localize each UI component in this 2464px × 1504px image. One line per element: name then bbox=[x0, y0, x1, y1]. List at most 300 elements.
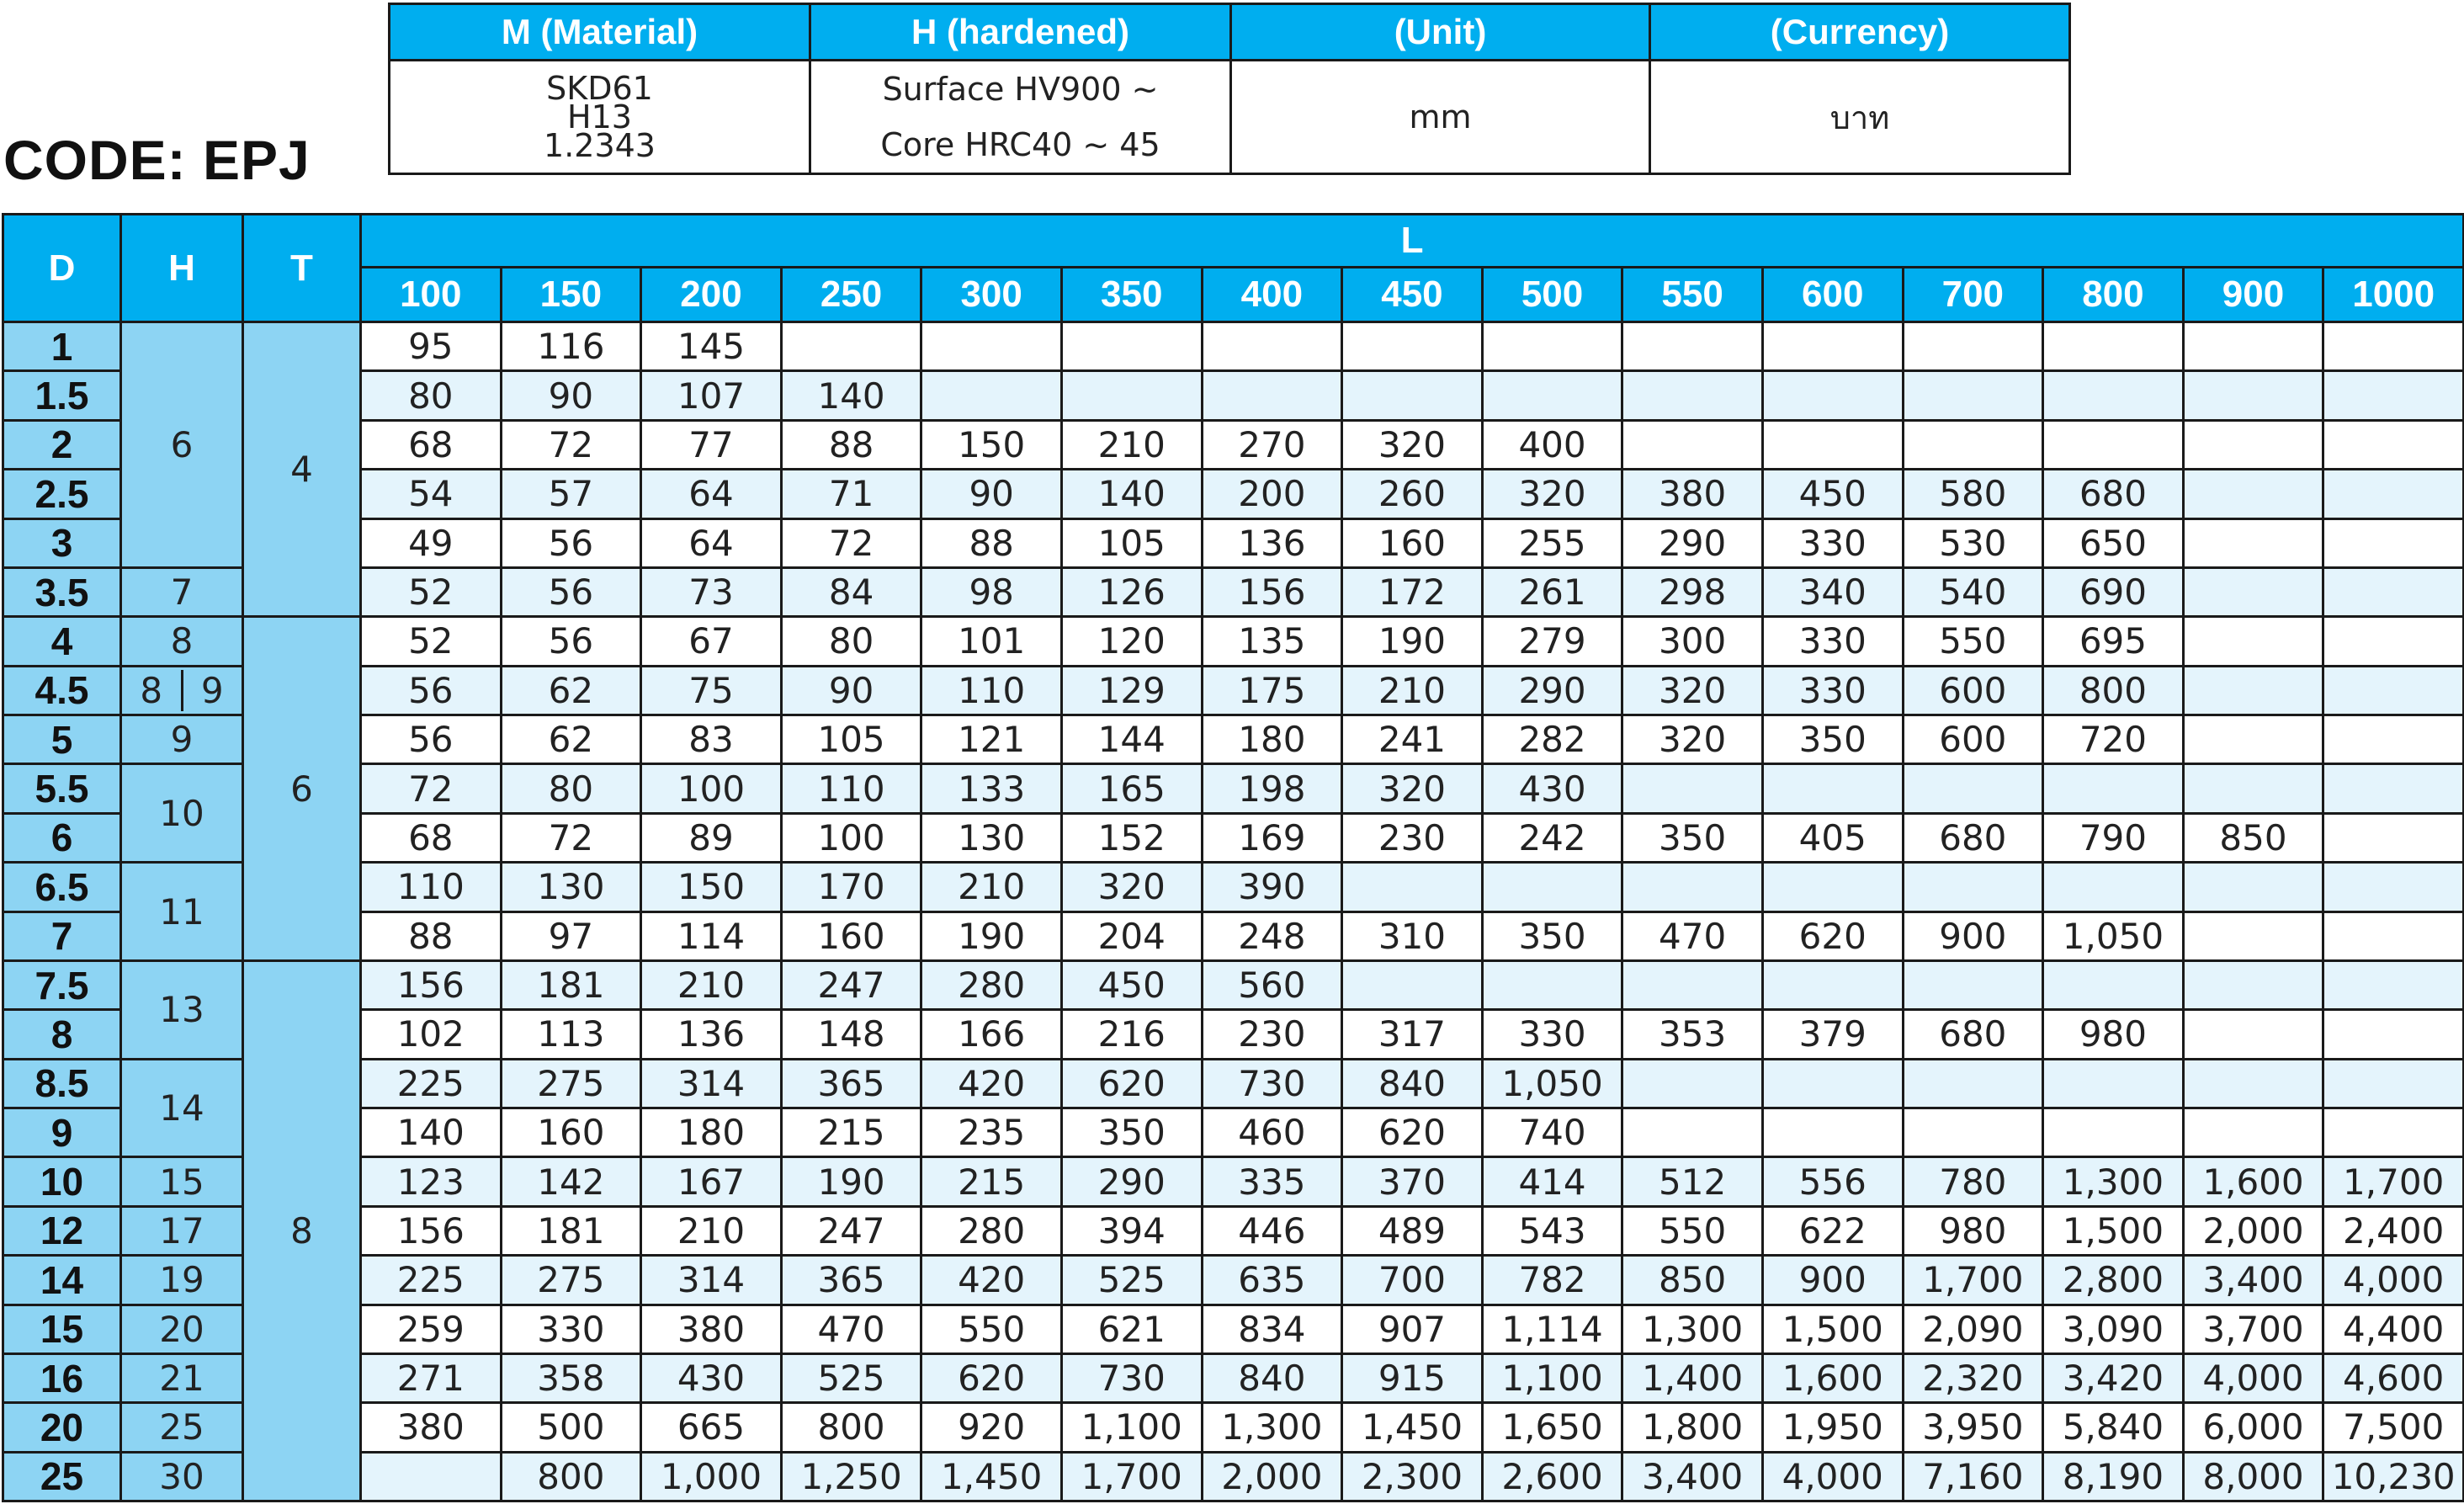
diameter-cell: 4 bbox=[3, 617, 121, 666]
price-cell bbox=[2183, 371, 2323, 420]
price-table bbox=[2, 213, 2464, 1502]
price-cell: 166 bbox=[921, 1010, 1062, 1059]
price-cell: 622 bbox=[1762, 1206, 1903, 1255]
price-cell: 420 bbox=[921, 1256, 1062, 1305]
price-cell: 80 bbox=[501, 764, 641, 813]
price-cell: 148 bbox=[781, 1010, 921, 1059]
price-cell bbox=[1482, 322, 1622, 371]
price-cell: 133 bbox=[921, 764, 1062, 813]
price-cell: 730 bbox=[1202, 1059, 1342, 1108]
price-cell: 1,700 bbox=[2323, 1157, 2464, 1206]
price-cell bbox=[1903, 322, 2043, 371]
price-cell: 840 bbox=[1342, 1059, 1483, 1108]
height-cell: 30 bbox=[121, 1452, 243, 1501]
price-cell: 394 bbox=[1061, 1206, 1202, 1255]
price-cell: 73 bbox=[641, 567, 782, 616]
price-cell bbox=[2183, 567, 2323, 616]
price-cell: 54 bbox=[361, 470, 502, 518]
spec-table bbox=[388, 3, 2071, 175]
diameter-cell: 20 bbox=[3, 1403, 121, 1452]
price-cell bbox=[2183, 666, 2323, 715]
price-cell: 330 bbox=[1762, 617, 1903, 666]
column-header-h: H bbox=[121, 215, 243, 322]
price-cell bbox=[2323, 567, 2464, 616]
price-cell: 1,600 bbox=[1762, 1353, 1903, 1402]
length-header-cell: 450 bbox=[1342, 268, 1483, 322]
price-row bbox=[3, 617, 2464, 666]
price-cell: 907 bbox=[1342, 1305, 1483, 1353]
price-cell: 1,600 bbox=[2183, 1157, 2323, 1206]
height-cell: 14 bbox=[121, 1059, 243, 1157]
price-cell: 95 bbox=[361, 322, 502, 371]
price-cell: 5,840 bbox=[2043, 1403, 2184, 1452]
price-cell: 1,800 bbox=[1622, 1403, 1763, 1452]
price-cell: 800 bbox=[501, 1452, 641, 1501]
price-cell: 172 bbox=[1342, 567, 1483, 616]
price-cell bbox=[1482, 371, 1622, 420]
price-cell: 365 bbox=[781, 1059, 921, 1108]
price-cell bbox=[2183, 1108, 2323, 1157]
price-row bbox=[3, 1206, 2464, 1255]
price-cell: 680 bbox=[2043, 470, 2184, 518]
price-cell: 210 bbox=[641, 960, 782, 1009]
material-line: SKD61 bbox=[546, 70, 653, 107]
price-cell: 279 bbox=[1482, 617, 1622, 666]
price-cell: 230 bbox=[1202, 1010, 1342, 1059]
price-cell: 4,000 bbox=[1762, 1452, 1903, 1501]
price-cell: 275 bbox=[501, 1059, 641, 1108]
price-cell: 156 bbox=[361, 960, 502, 1009]
price-cell: 380 bbox=[361, 1403, 502, 1452]
price-cell: 247 bbox=[781, 960, 921, 1009]
price-cell: 1,300 bbox=[1622, 1305, 1763, 1353]
diameter-cell: 6.5 bbox=[3, 863, 121, 911]
price-cell: 3,400 bbox=[1622, 1452, 1763, 1501]
price-cell: 136 bbox=[1202, 518, 1342, 567]
price-cell: 88 bbox=[361, 911, 502, 960]
thickness-cell: 6 bbox=[243, 617, 361, 961]
price-cell: 1,250 bbox=[781, 1452, 921, 1501]
price-cell: 430 bbox=[1482, 764, 1622, 813]
price-cell bbox=[2323, 617, 2464, 666]
price-cell: 120 bbox=[1061, 617, 1202, 666]
price-cell: 1,300 bbox=[2043, 1157, 2184, 1206]
price-cell bbox=[2043, 1108, 2184, 1157]
diameter-cell: 8 bbox=[3, 1010, 121, 1059]
price-cell bbox=[1202, 322, 1342, 371]
price-header-row bbox=[3, 215, 2464, 268]
price-cell bbox=[1622, 371, 1763, 420]
price-cell: 665 bbox=[641, 1403, 782, 1452]
price-cell: 1,114 bbox=[1482, 1305, 1622, 1353]
price-cell: 525 bbox=[781, 1353, 921, 1402]
price-cell: 600 bbox=[1903, 666, 2043, 715]
price-cell: 56 bbox=[361, 715, 502, 764]
price-cell: 330 bbox=[1762, 518, 1903, 567]
material-cell bbox=[390, 61, 810, 174]
price-cell bbox=[2183, 960, 2323, 1009]
diameter-cell: 8.5 bbox=[3, 1059, 121, 1108]
price-cell: 142 bbox=[501, 1157, 641, 1206]
price-cell: 121 bbox=[921, 715, 1062, 764]
price-cell: 790 bbox=[2043, 813, 2184, 862]
price-cell: 330 bbox=[1482, 1010, 1622, 1059]
length-header-cell: 800 bbox=[2043, 268, 2184, 322]
price-cell: 83 bbox=[641, 715, 782, 764]
price-cell: 543 bbox=[1482, 1206, 1622, 1255]
diameter-cell: 15 bbox=[3, 1305, 121, 1353]
price-cell: 400 bbox=[1482, 420, 1622, 469]
price-cell: 175 bbox=[1202, 666, 1342, 715]
price-cell: 1,300 bbox=[1202, 1403, 1342, 1452]
price-cell bbox=[2323, 1108, 2464, 1157]
price-cell: 298 bbox=[1622, 567, 1763, 616]
price-cell: 242 bbox=[1482, 813, 1622, 862]
diameter-cell: 7 bbox=[3, 911, 121, 960]
price-cell: 126 bbox=[1061, 567, 1202, 616]
price-cell: 215 bbox=[781, 1108, 921, 1157]
price-cell bbox=[1903, 960, 2043, 1009]
diameter-cell: 3.5 bbox=[3, 567, 121, 616]
height-cell: 20 bbox=[121, 1305, 243, 1353]
price-cell: 320 bbox=[1622, 715, 1763, 764]
height-cell-split bbox=[121, 666, 243, 715]
price-cell: 216 bbox=[1061, 1010, 1202, 1059]
price-cell bbox=[2323, 764, 2464, 813]
price-row bbox=[3, 1353, 2464, 1402]
price-cell: 2,800 bbox=[2043, 1256, 2184, 1305]
thickness-cell: 8 bbox=[243, 960, 361, 1501]
price-cell bbox=[2183, 1059, 2323, 1108]
price-cell bbox=[2183, 1010, 2323, 1059]
price-cell: 290 bbox=[1482, 666, 1622, 715]
price-cell: 1,050 bbox=[2043, 911, 2184, 960]
price-cell: 2,000 bbox=[1202, 1452, 1342, 1501]
price-cell: 101 bbox=[921, 617, 1062, 666]
price-cell: 405 bbox=[1762, 813, 1903, 862]
price-cell bbox=[2043, 371, 2184, 420]
product-code-label: CODE: EPJ bbox=[3, 129, 311, 191]
diameter-cell: 6 bbox=[3, 813, 121, 862]
price-row bbox=[3, 567, 2464, 616]
price-cell: 62 bbox=[501, 666, 641, 715]
price-cell: 160 bbox=[781, 911, 921, 960]
price-cell: 470 bbox=[1622, 911, 1763, 960]
price-cell bbox=[1342, 371, 1483, 420]
price-cell: 88 bbox=[921, 518, 1062, 567]
price-cell: 107 bbox=[641, 371, 782, 420]
price-cell: 740 bbox=[1482, 1108, 1622, 1157]
price-cell: 330 bbox=[1762, 666, 1903, 715]
price-cell: 310 bbox=[1342, 911, 1483, 960]
price-cell bbox=[1061, 322, 1202, 371]
price-cell: 280 bbox=[921, 1206, 1062, 1255]
price-cell: 8,190 bbox=[2043, 1452, 2184, 1501]
price-cell: 72 bbox=[501, 813, 641, 862]
price-cell: 782 bbox=[1482, 1256, 1622, 1305]
price-cell: 198 bbox=[1202, 764, 1342, 813]
price-row bbox=[3, 715, 2464, 764]
price-row bbox=[3, 863, 2464, 911]
price-cell bbox=[1762, 371, 1903, 420]
price-row bbox=[3, 1010, 2464, 1059]
price-cell bbox=[2323, 960, 2464, 1009]
price-cell bbox=[2323, 715, 2464, 764]
price-cell: 525 bbox=[1061, 1256, 1202, 1305]
price-cell: 980 bbox=[2043, 1010, 2184, 1059]
height-cell: 6 bbox=[121, 322, 243, 568]
price-cell bbox=[2043, 764, 2184, 813]
column-header-d: D bbox=[3, 215, 121, 322]
price-cell: 140 bbox=[1061, 470, 1202, 518]
price-cell: 512 bbox=[1622, 1157, 1763, 1206]
price-cell: 130 bbox=[921, 813, 1062, 862]
price-cell: 1,050 bbox=[1482, 1059, 1622, 1108]
price-cell: 2,600 bbox=[1482, 1452, 1622, 1501]
diameter-cell: 3 bbox=[3, 518, 121, 567]
price-cell: 129 bbox=[1061, 666, 1202, 715]
price-cell bbox=[1622, 420, 1763, 469]
height-cell: 10 bbox=[121, 764, 243, 863]
price-row bbox=[3, 960, 2464, 1009]
price-cell bbox=[2183, 911, 2323, 960]
price-cell bbox=[2323, 518, 2464, 567]
price-cell: 680 bbox=[1903, 1010, 2043, 1059]
price-cell: 320 bbox=[1622, 666, 1763, 715]
length-header-cell: 300 bbox=[921, 268, 1062, 322]
price-cell: 2,000 bbox=[2183, 1206, 2323, 1255]
price-cell: 2,090 bbox=[1903, 1305, 2043, 1353]
price-cell bbox=[1622, 1059, 1763, 1108]
price-cell: 64 bbox=[641, 518, 782, 567]
price-cell bbox=[1903, 1059, 2043, 1108]
price-cell: 190 bbox=[781, 1157, 921, 1206]
price-cell bbox=[1762, 1108, 1903, 1157]
price-cell bbox=[2183, 470, 2323, 518]
price-cell: 3,400 bbox=[2183, 1256, 2323, 1305]
price-cell: 695 bbox=[2043, 617, 2184, 666]
price-row bbox=[3, 371, 2464, 420]
price-cell: 270 bbox=[1202, 420, 1342, 469]
price-cell: 300 bbox=[1622, 617, 1763, 666]
price-cell: 7,160 bbox=[1903, 1452, 2043, 1501]
price-row bbox=[3, 1452, 2464, 1501]
price-row bbox=[3, 813, 2464, 862]
price-cell: 282 bbox=[1482, 715, 1622, 764]
price-cell: 90 bbox=[781, 666, 921, 715]
material-line: 1.2343 bbox=[544, 127, 656, 164]
spec-header-row bbox=[390, 4, 2070, 61]
price-row bbox=[3, 1305, 2464, 1353]
price-cell: 500 bbox=[501, 1403, 641, 1452]
price-cell: 215 bbox=[921, 1157, 1062, 1206]
price-cell: 110 bbox=[361, 863, 502, 911]
price-cell: 152 bbox=[1061, 813, 1202, 862]
price-cell: 620 bbox=[1061, 1059, 1202, 1108]
diameter-cell: 2.5 bbox=[3, 470, 121, 518]
price-cell: 235 bbox=[921, 1108, 1062, 1157]
height-split-value: 8 bbox=[140, 669, 163, 711]
price-cell: 380 bbox=[641, 1305, 782, 1353]
price-cell: 1,100 bbox=[1061, 1403, 1202, 1452]
price-cell: 650 bbox=[2043, 518, 2184, 567]
price-cell: 204 bbox=[1061, 911, 1202, 960]
price-cell: 230 bbox=[1342, 813, 1483, 862]
price-cell: 261 bbox=[1482, 567, 1622, 616]
price-row bbox=[3, 322, 2464, 371]
price-cell: 210 bbox=[1342, 666, 1483, 715]
height-cell: 17 bbox=[121, 1206, 243, 1255]
price-cell: 275 bbox=[501, 1256, 641, 1305]
price-cell: 850 bbox=[1622, 1256, 1763, 1305]
price-row bbox=[3, 1157, 2464, 1206]
height-cell: 7 bbox=[121, 567, 243, 616]
price-cell: 160 bbox=[1342, 518, 1483, 567]
price-cell: 556 bbox=[1762, 1157, 1903, 1206]
price-cell: 84 bbox=[781, 567, 921, 616]
price-cell bbox=[2183, 764, 2323, 813]
price-cell: 915 bbox=[1342, 1353, 1483, 1402]
price-cell: 470 bbox=[781, 1305, 921, 1353]
price-cell: 123 bbox=[361, 1157, 502, 1206]
price-cell: 72 bbox=[781, 518, 921, 567]
price-cell: 56 bbox=[361, 666, 502, 715]
price-cell: 1,500 bbox=[1762, 1305, 1903, 1353]
diameter-cell: 1 bbox=[3, 322, 121, 371]
price-row bbox=[3, 518, 2464, 567]
price-cell: 140 bbox=[361, 1108, 502, 1157]
price-row bbox=[3, 911, 2464, 960]
price-cell bbox=[1622, 863, 1763, 911]
price-cell: 68 bbox=[361, 813, 502, 862]
price-cell bbox=[2323, 911, 2464, 960]
price-cell bbox=[2043, 1059, 2184, 1108]
spec-value-row bbox=[390, 61, 2070, 174]
price-cell: 68 bbox=[361, 420, 502, 469]
price-cell: 700 bbox=[1342, 1256, 1483, 1305]
diameter-cell: 25 bbox=[3, 1452, 121, 1501]
price-cell: 900 bbox=[1903, 911, 2043, 960]
price-cell bbox=[2323, 863, 2464, 911]
price-cell: 370 bbox=[1342, 1157, 1483, 1206]
price-cell: 90 bbox=[921, 470, 1062, 518]
price-cell: 2,320 bbox=[1903, 1353, 2043, 1402]
price-cell: 330 bbox=[501, 1305, 641, 1353]
diameter-cell: 7.5 bbox=[3, 960, 121, 1009]
price-cell: 560 bbox=[1202, 960, 1342, 1009]
price-cell: 114 bbox=[641, 911, 782, 960]
price-cell: 77 bbox=[641, 420, 782, 469]
unit-cell: mm bbox=[1231, 61, 1650, 174]
price-cell: 241 bbox=[1342, 715, 1483, 764]
price-cell: 320 bbox=[1482, 470, 1622, 518]
price-cell: 62 bbox=[501, 715, 641, 764]
diameter-cell: 5.5 bbox=[3, 764, 121, 813]
price-cell bbox=[1762, 863, 1903, 911]
price-cell: 52 bbox=[361, 567, 502, 616]
price-cell: 8,000 bbox=[2183, 1452, 2323, 1501]
length-header-cell: 550 bbox=[1622, 268, 1763, 322]
price-cell: 353 bbox=[1622, 1010, 1763, 1059]
price-cell: 3,420 bbox=[2043, 1353, 2184, 1402]
length-header-cell: 200 bbox=[641, 268, 782, 322]
price-cell: 140 bbox=[781, 371, 921, 420]
price-cell: 102 bbox=[361, 1010, 502, 1059]
price-cell: 100 bbox=[641, 764, 782, 813]
price-cell: 280 bbox=[921, 960, 1062, 1009]
price-cell: 145 bbox=[641, 322, 782, 371]
height-cell: 13 bbox=[121, 960, 243, 1059]
price-cell bbox=[921, 322, 1062, 371]
price-cell: 2,400 bbox=[2323, 1206, 2464, 1255]
height-cell: 8 bbox=[121, 617, 243, 666]
price-cell bbox=[2183, 863, 2323, 911]
price-cell bbox=[2043, 863, 2184, 911]
price-cell: 550 bbox=[1622, 1206, 1763, 1255]
price-cell: 690 bbox=[2043, 567, 2184, 616]
price-cell: 4,600 bbox=[2323, 1353, 2464, 1402]
price-row bbox=[3, 1108, 2464, 1157]
height-cell: 25 bbox=[121, 1403, 243, 1452]
price-cell: 850 bbox=[2183, 813, 2323, 862]
price-cell: 1,700 bbox=[1061, 1452, 1202, 1501]
length-header-cell: 400 bbox=[1202, 268, 1342, 322]
price-cell: 920 bbox=[921, 1403, 1062, 1452]
price-cell: 840 bbox=[1202, 1353, 1342, 1402]
price-cell: 80 bbox=[781, 617, 921, 666]
price-cell: 317 bbox=[1342, 1010, 1483, 1059]
price-cell: 314 bbox=[641, 1059, 782, 1108]
price-cell: 620 bbox=[1762, 911, 1903, 960]
price-cell: 150 bbox=[921, 420, 1062, 469]
price-cell: 290 bbox=[1061, 1157, 1202, 1206]
price-cell bbox=[1903, 764, 2043, 813]
price-cell: 110 bbox=[781, 764, 921, 813]
price-cell: 620 bbox=[1342, 1108, 1483, 1157]
price-cell bbox=[1762, 1059, 1903, 1108]
price-cell: 169 bbox=[1202, 813, 1342, 862]
price-cell: 540 bbox=[1903, 567, 2043, 616]
price-cell: 1,950 bbox=[1762, 1403, 1903, 1452]
price-cell: 350 bbox=[1762, 715, 1903, 764]
height-cell: 9 bbox=[121, 715, 243, 764]
price-cell: 730 bbox=[1061, 1353, 1202, 1402]
price-cell: 136 bbox=[641, 1010, 782, 1059]
price-cell bbox=[2043, 322, 2184, 371]
price-cell: 49 bbox=[361, 518, 502, 567]
price-cell bbox=[781, 322, 921, 371]
price-cell: 170 bbox=[781, 863, 921, 911]
price-cell bbox=[1622, 1108, 1763, 1157]
price-cell: 180 bbox=[641, 1108, 782, 1157]
diameter-cell: 2 bbox=[3, 420, 121, 469]
price-cell: 320 bbox=[1342, 764, 1483, 813]
price-cell: 97 bbox=[501, 911, 641, 960]
spec-header-currency: (Currency) bbox=[1650, 4, 2070, 61]
price-cell bbox=[1903, 371, 2043, 420]
price-cell: 680 bbox=[1903, 813, 2043, 862]
price-cell bbox=[1903, 1108, 2043, 1157]
price-cell: 320 bbox=[1061, 863, 1202, 911]
price-cell bbox=[2183, 617, 2323, 666]
price-row bbox=[3, 1403, 2464, 1452]
price-cell: 1,450 bbox=[921, 1452, 1062, 1501]
price-cell: 446 bbox=[1202, 1206, 1342, 1255]
price-cell: 980 bbox=[1903, 1206, 2043, 1255]
price-cell: 110 bbox=[921, 666, 1062, 715]
price-cell bbox=[921, 371, 1062, 420]
price-cell: 116 bbox=[501, 322, 641, 371]
